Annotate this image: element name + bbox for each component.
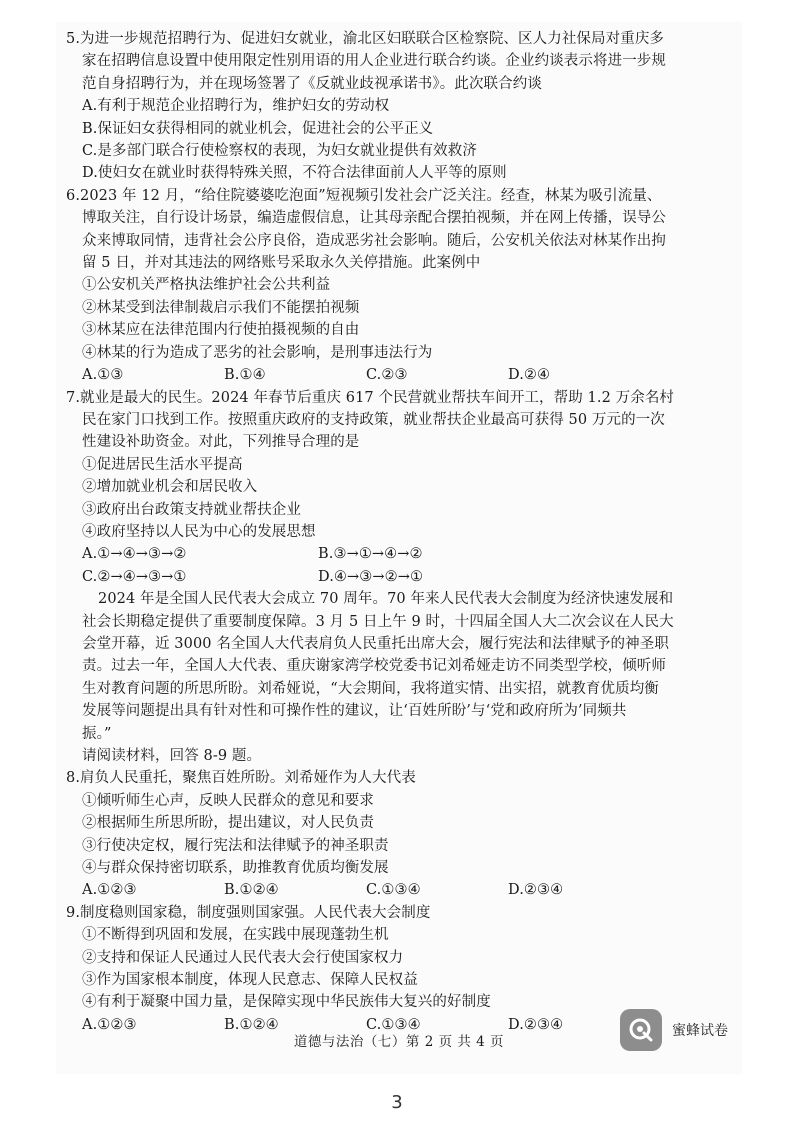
q8-option-c: C.①③④ — [366, 882, 421, 899]
q8-item-1: ①倾听师生心声，反映人民群众的意见和要求 — [82, 792, 374, 809]
q8-option-b: B.①②④ — [224, 882, 279, 899]
q9-stem: 9.制度稳则国家稳，制度强则国家强。人民代表大会制度 — [66, 904, 431, 921]
q5-option-c: C.是多部门联合行使检察权的表现，为妇女就业提供有效救济 — [82, 143, 477, 160]
q5-option-a: A.有利于规范企业招聘行为，维护妇女的劳动权 — [82, 98, 390, 115]
q6-option-d: D.②④ — [508, 367, 551, 384]
q6-stem-line-4: 留 5 日，并对其违法的网络账号采取永久关停措施。此案例中 — [82, 255, 481, 272]
material-line-3: 会堂开幕，近 3000 名全国人大代表肩负人民重托出席大会，履行宪法和法律赋予的神圣职 — [82, 635, 669, 652]
q9-item-3: ③作为国家根本制度，体现人民意志、保障人民权益 — [82, 972, 418, 989]
reading-instruction: 请阅读材料，回答 8-9 题。 — [82, 748, 262, 764]
material-line-4: 责。过去一年，全国人大代表、重庆谢家湾学校党委书记刘希娅走访不同类型学校，倾听师 — [82, 658, 666, 675]
page-footer: 道德与法治（七）第 2 页 共 4 页 — [293, 1034, 505, 1050]
q5-option-b: B.保证妇女获得相同的就业机会，促进社会的公平正义 — [82, 120, 434, 137]
q6-option-b: B.①④ — [224, 367, 266, 384]
q9-option-c: C.①③④ — [366, 1016, 421, 1033]
q6-option-a: A.①③ — [82, 367, 124, 384]
q9-item-1: ①不断得到巩固和发展，在实践中展现蓬勃生机 — [82, 927, 389, 944]
q8-option-d: D.②③④ — [508, 882, 564, 899]
q8-item-3: ③行使决定权，履行宪法和法律赋予的神圣职责 — [82, 837, 389, 854]
q7-item-3: ③政府出台政策支持就业帮扶企业 — [82, 501, 301, 518]
q6-option-c: C.②③ — [366, 367, 408, 384]
q7-stem-line-1: 7.就业是最大的民生。2024 年春节后重庆 617 个民营就业帮扶车间开工，帮助 1.2 万余名村 — [66, 389, 675, 406]
q8-option-a: A.①②③ — [82, 882, 137, 899]
q6-item-3: ③林某应在法律范围内行使拍摄视频的自由 — [82, 322, 360, 339]
q5-stem-line-3: 范自身招聘行为，并在现场签署了《反就业歧视承诺书》。此次联合约谈 — [82, 75, 542, 92]
q9-item-2: ②支持和保证人民通过人民代表大会行使国家权力 — [82, 949, 404, 966]
q5-stem-line-1: 5.为进一步规范招聘行为、促进妇女就业，渝北区妇联联合区检察院、区人力社保局对重庆多 — [66, 31, 665, 47]
q9-option-a: A.①②③ — [82, 1016, 137, 1033]
q6-item-1: ①公安机关严格执法维护社会公共利益 — [82, 277, 331, 294]
bee-logo-icon — [620, 1009, 662, 1051]
q6-options — [66, 364, 738, 386]
exam-content — [66, 28, 738, 1036]
q8-options — [66, 879, 738, 901]
q7-option-d: D.④→③→②→① — [318, 568, 424, 585]
q7-option-a: A.①→④→③→② — [82, 546, 187, 563]
q7-item-4: ④政府坚持以人民为中心的发展思想 — [82, 523, 316, 540]
exam-page — [56, 22, 742, 1074]
q9-option-d: D.②③④ — [508, 1016, 564, 1033]
q5-option-d: D.使妇女在就业时获得特殊关照，不符合法律面前人人平等的原则 — [82, 165, 507, 182]
material-line-5: 生对教育问题的所思所盼。刘希娅说，“大会期间，我将道实情、出实招，就教育优质均衡 — [82, 680, 659, 697]
material-line-1: 2024 年是全国人民代表大会成立 70 周年。70 年来人民代表大会制度为经济快速发展和 — [98, 591, 674, 608]
q9-item-4: ④有利于凝聚中国力量，是保障实现中华民族伟大复兴的好制度 — [82, 994, 491, 1011]
watermark — [620, 1008, 728, 1052]
q7-item-1: ①促进居民生活水平提高 — [82, 456, 243, 473]
material-line-7: 振。” — [82, 725, 112, 742]
q7-stem-line-3: 性建设补助资金。对此，下列推导合理的是 — [82, 434, 360, 451]
q9-option-b: B.①②④ — [224, 1016, 279, 1033]
material-line-6: 发展等问题提出具有针对性和可操作性的建议，让‘百姓所盼’与‘党和政府所为’同频共 — [82, 703, 627, 720]
q7-stem-line-2: 民在家门口找到工作。按照重庆政府的支持政策，就业帮扶企业最高可获得 50 万元的一次 — [82, 411, 665, 428]
q6-item-2: ②林某受到法律制裁启示我们不能摆拍视频 — [82, 299, 360, 316]
q8-stem: 8.肩负人民重托，聚焦百姓所盼。刘希娅作为人大代表 — [66, 770, 416, 787]
q6-stem-line-1: 6.2023 年 12 月，“给住院婆婆吃泡面”短视频引发社会广泛关注。经查，林某为吸引流量、 — [66, 187, 662, 204]
q6-stem-line-2: 博取关注，自行设计场景，编造虚假信息，让其母亲配合摆拍视频，并在网上传播，误导公 — [82, 210, 666, 227]
q7-item-2: ②增加就业机会和居民收入 — [82, 479, 258, 496]
q6-stem-line-3: 众来博取同情，违背社会公序良俗，造成恶劣社会影响。随后，公安机关依法对林某作出拘 — [82, 232, 666, 249]
q8-item-4: ④与群众保持密切联系，助推教育优质均衡发展 — [82, 860, 389, 877]
page-number: 3 — [391, 1092, 403, 1113]
material-line-2: 社会长期稳定提供了重要制度保障。3 月 5 日上午 9 时，十四届全国人大二次会议在人民大 — [82, 613, 674, 630]
q5-stem-line-2: 家在招聘信息设置中使用限定性别用语的用人企业进行联合约谈。企业约谈表示将进一步规 — [82, 53, 666, 70]
q7-options-row-1 — [66, 543, 738, 565]
q6-item-4: ④林某的行为造成了恶劣的社会影响，是刑事违法行为 — [82, 344, 433, 361]
q7-options-row-2 — [66, 566, 738, 588]
q8-item-2: ②根据师生所思所盼，提出建议，对人民负责 — [82, 815, 374, 832]
q7-option-c: C.②→④→③→① — [82, 568, 187, 585]
q7-option-b: B.③→①→④→② — [318, 546, 423, 563]
watermark-text: 蜜蜂试卷 — [672, 1023, 728, 1039]
